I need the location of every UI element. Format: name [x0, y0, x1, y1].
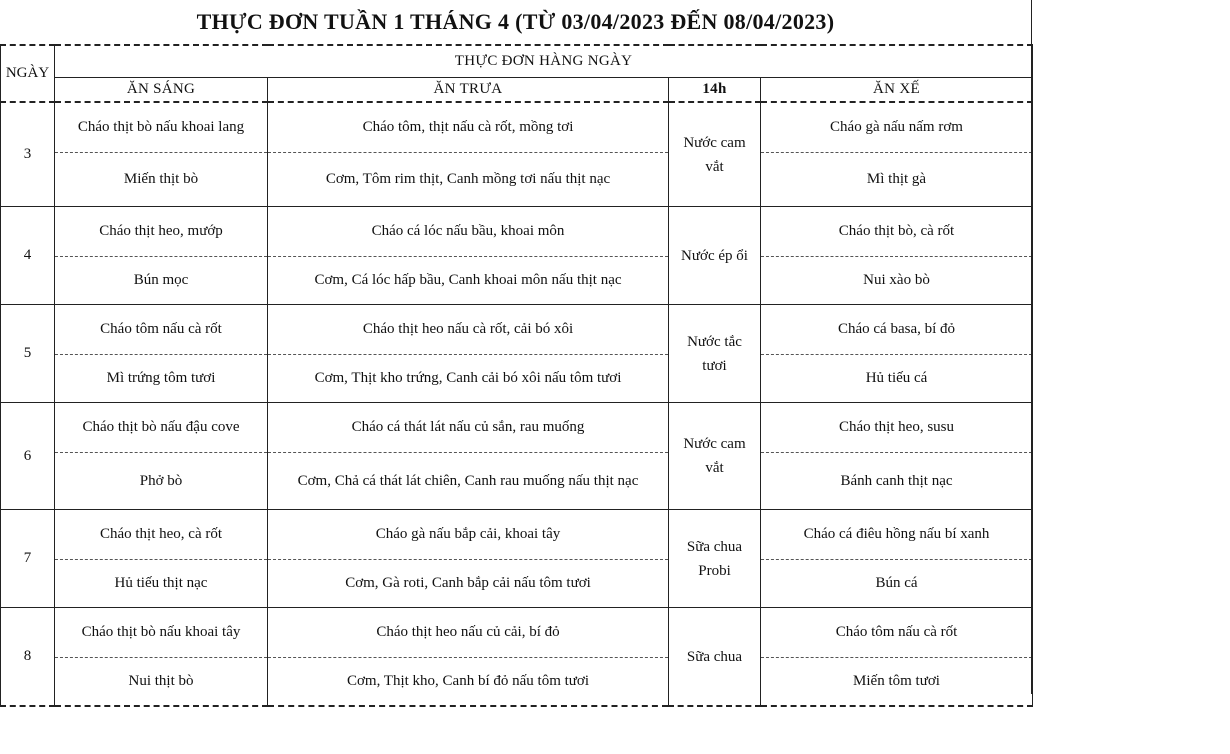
- day-number: 3: [1, 102, 55, 207]
- lunch-cell: Cơm, Thịt kho, Canh bí đỏ nấu tôm tươi: [268, 658, 669, 707]
- table-row: [1, 305, 1033, 355]
- day-number: 7: [1, 510, 55, 608]
- table-row: [1, 207, 1033, 257]
- day-number: 5: [1, 305, 55, 403]
- breakfast-cell: Nui thịt bò: [55, 658, 268, 707]
- table-row: [1, 257, 1033, 305]
- table-row: [1, 510, 1033, 560]
- header-ngay: NGÀY: [1, 45, 55, 102]
- lunch-cell: Cơm, Gà roti, Canh bắp cải nấu tôm tươi: [268, 560, 669, 608]
- table-row: [1, 560, 1033, 608]
- afternoon-snack-cell: Mì thịt gà: [761, 153, 1033, 207]
- lunch-cell: Cơm, Thịt kho trứng, Canh cải bó xôi nấu tôm tươi: [268, 355, 669, 403]
- header-an-xe: ĂN XẾ: [761, 78, 1033, 103]
- lunch-cell: Cháo cá lóc nấu bầu, khoai môn: [268, 207, 669, 257]
- lunch-cell: Cháo gà nấu bắp cải, khoai tây: [268, 510, 669, 560]
- breakfast-cell: Cháo thịt bò nấu khoai lang: [55, 102, 268, 153]
- table-row: [1, 658, 1033, 707]
- breakfast-cell: Hủ tiếu thịt nạc: [55, 560, 268, 608]
- breakfast-cell: Bún mọc: [55, 257, 268, 305]
- afternoon-snack-cell: Nui xào bò: [761, 257, 1033, 305]
- drink-14h-cell: Nước cam vắt: [669, 102, 761, 207]
- table-row: [1, 355, 1033, 403]
- right-border: [1031, 0, 1032, 694]
- afternoon-snack-cell: Cháo cá basa, bí đỏ: [761, 305, 1033, 355]
- table-row: [1, 453, 1033, 510]
- lunch-cell: Cơm, Chả cá thát lát chiên, Canh rau muống nấu thịt nạc: [268, 453, 669, 510]
- header-an-trua: ĂN TRƯA: [268, 78, 669, 103]
- afternoon-snack-cell: Hủ tiếu cá: [761, 355, 1033, 403]
- lunch-cell: Cơm, Cá lóc hấp bầu, Canh khoai môn nấu thịt nạc: [268, 257, 669, 305]
- breakfast-cell: Cháo thịt heo, mướp: [55, 207, 268, 257]
- drink-14h-cell: Sữa chua: [669, 608, 761, 707]
- lunch-cell: Cháo cá thát lát nấu củ sắn, rau muống: [268, 403, 669, 453]
- afternoon-snack-cell: Cháo cá điêu hồng nấu bí xanh: [761, 510, 1033, 560]
- drink-14h-cell: Nước cam vắt: [669, 403, 761, 510]
- table-row: [1, 608, 1033, 658]
- day-number: 4: [1, 207, 55, 305]
- header-an-sang: ĂN SÁNG: [55, 78, 268, 103]
- menu-table: [0, 44, 1033, 707]
- day-number: 8: [1, 608, 55, 707]
- header-group: THỰC ĐƠN HÀNG NGÀY: [55, 45, 1033, 78]
- breakfast-cell: Mì trứng tôm tươi: [55, 355, 268, 403]
- afternoon-snack-cell: Bún cá: [761, 560, 1033, 608]
- afternoon-snack-cell: Cháo thịt heo, susu: [761, 403, 1033, 453]
- day-number: 6: [1, 403, 55, 510]
- breakfast-cell: Cháo tôm nấu cà rốt: [55, 305, 268, 355]
- breakfast-cell: Cháo thịt heo, cà rốt: [55, 510, 268, 560]
- drink-14h-cell: Nước ép ổi: [669, 207, 761, 305]
- lunch-cell: Cháo thịt heo nấu củ cải, bí đỏ: [268, 608, 669, 658]
- header-14h: 14h: [669, 78, 761, 103]
- table-row: [1, 403, 1033, 453]
- drink-14h-cell: Sữa chua Probi: [669, 510, 761, 608]
- lunch-cell: Cháo thịt heo nấu cà rốt, cải bó xôi: [268, 305, 669, 355]
- afternoon-snack-cell: Miến tôm tươi: [761, 658, 1033, 707]
- afternoon-snack-cell: Cháo gà nấu nấm rơm: [761, 102, 1033, 153]
- table-row: [1, 153, 1033, 207]
- drink-14h-cell: Nước tắc tươi: [669, 305, 761, 403]
- breakfast-cell: Phở bò: [55, 453, 268, 510]
- table-row: [1, 102, 1033, 153]
- page-title: THỰC ĐƠN TUẦN 1 THÁNG 4 (TỪ 03/04/2023 ĐẾN 08/04/2023): [0, 0, 1032, 44]
- breakfast-cell: Cháo thịt bò nấu đậu cove: [55, 403, 268, 453]
- afternoon-snack-cell: Bánh canh thịt nạc: [761, 453, 1033, 510]
- lunch-cell: Cháo tôm, thịt nấu cà rốt, mồng tơi: [268, 102, 669, 153]
- breakfast-cell: Miến thịt bò: [55, 153, 268, 207]
- afternoon-snack-cell: Cháo thịt bò, cà rốt: [761, 207, 1033, 257]
- breakfast-cell: Cháo thịt bò nấu khoai tây: [55, 608, 268, 658]
- afternoon-snack-cell: Cháo tôm nấu cà rốt: [761, 608, 1033, 658]
- lunch-cell: Cơm, Tôm rim thịt, Canh mồng tơi nấu thịt nạc: [268, 153, 669, 207]
